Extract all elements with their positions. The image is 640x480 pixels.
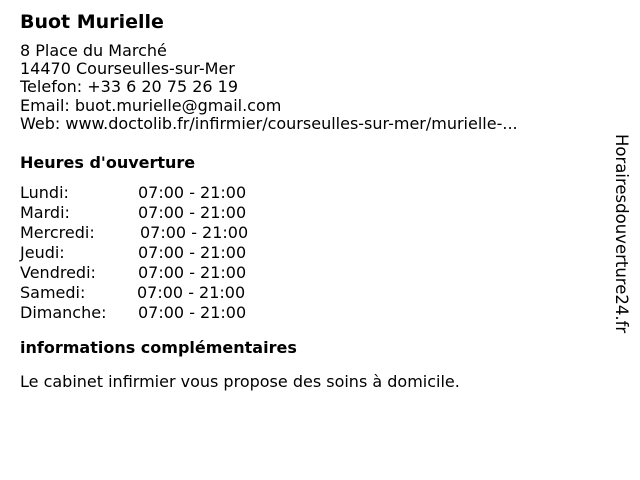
website-text: Web: www.doctolib.fr/infirmier/courseulles-sur-mer/murielle-... [20, 113, 518, 133]
additional-info-heading: informations complémentaires [20, 338, 297, 358]
opening-hours-heading: Heures d'ouverture [20, 153, 196, 173]
hours-row-sunday [20, 303, 600, 323]
hours-time: 07:00 - 21:00 [140, 223, 249, 243]
business-name: Buot Murielle [20, 11, 164, 33]
additional-info-text: Le cabinet infirmier vous propose des soins à domicile. [20, 372, 460, 392]
hours-time: 07:00 - 21:00 [138, 263, 247, 283]
watermark-text: Horairesdouverture24.fr [612, 134, 631, 334]
hours-row-wednesday [20, 223, 600, 243]
site-watermark [611, 134, 631, 370]
phone-text: Telefon: +33 6 20 75 26 19 [20, 77, 239, 97]
hours-time: 07:00 - 21:00 [137, 283, 246, 303]
email-text: Email: buot.murielle@gmail.com [20, 95, 282, 115]
hours-day: Mardi: [20, 203, 70, 223]
hours-day: Jeudi: [20, 243, 65, 263]
hours-row-saturday [20, 283, 600, 303]
hours-time: 07:00 - 21:00 [138, 203, 247, 223]
hours-time: 07:00 - 21:00 [138, 183, 247, 203]
contact-block [20, 42, 600, 133]
hours-time: 07:00 - 21:00 [138, 303, 247, 323]
hours-time: 07:00 - 21:00 [138, 243, 247, 263]
address-city: 14470 Courseulles-sur-Mer [20, 59, 235, 79]
hours-day: Dimanche: [20, 303, 107, 323]
hours-row-thursday [20, 243, 600, 263]
hours-day: Lundi: [20, 183, 69, 203]
hours-row-monday [20, 183, 600, 203]
hours-row-tuesday [20, 203, 600, 223]
opening-hours-table [20, 183, 600, 323]
address-street: 8 Place du Marché [20, 41, 167, 60]
hours-row-friday [20, 263, 600, 283]
business-card [20, 10, 600, 392]
hours-day: Mercredi: [20, 223, 95, 243]
hours-day: Samedi: [20, 283, 86, 303]
hours-day: Vendredi: [20, 263, 96, 283]
